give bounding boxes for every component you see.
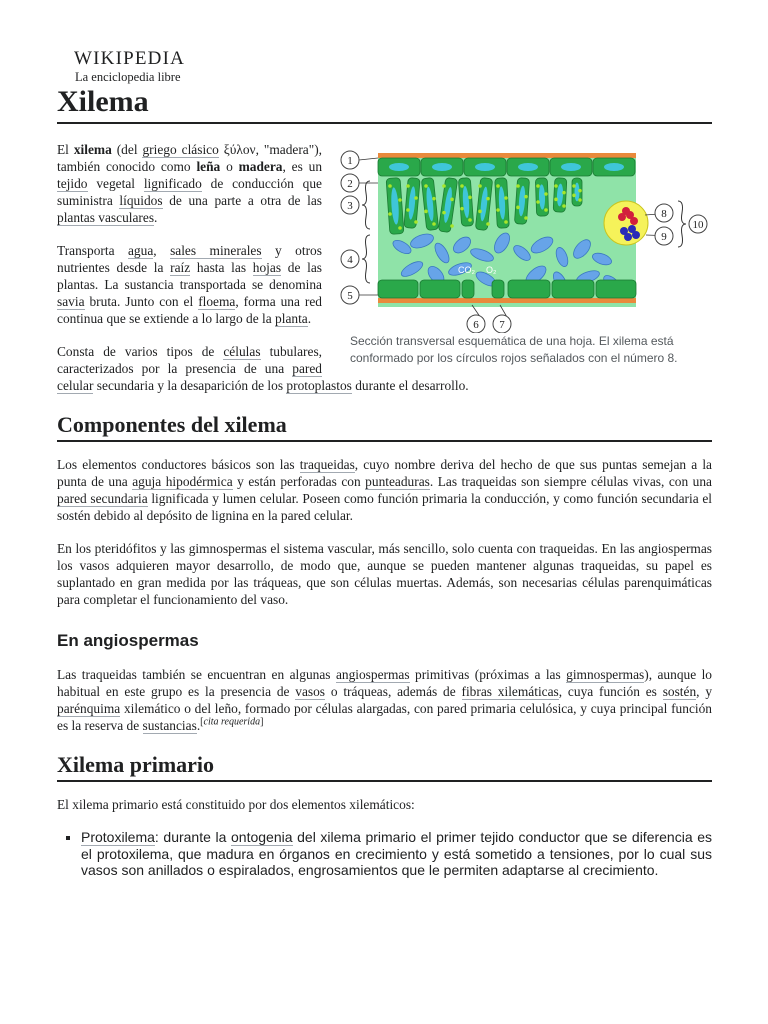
chloroplast — [442, 184, 446, 188]
chloroplast — [432, 222, 436, 226]
chloroplast — [504, 220, 508, 224]
chloroplast — [578, 198, 582, 202]
intro-paragraph-2: Transporta agua, sales minerales y otros nutrientes desde la raíz hasta las hojas de las plantas. La sustancia transportada se denomina savia bruta. Junto con el floema, forma una red continua que se extiende a lo largo de la planta. — [57, 243, 322, 326]
lower-epidermis-cell — [508, 280, 550, 298]
epidermis-vacuole — [604, 163, 624, 171]
link-tejido[interactable]: tejido — [57, 176, 88, 191]
chloroplast — [414, 220, 418, 224]
link-pared-secundaria[interactable]: pared secundaria — [57, 491, 148, 506]
link-plantas-vasculares[interactable]: plantas vasculares — [57, 210, 155, 225]
link-sales-minerales[interactable]: sales minerales — [170, 243, 262, 258]
chloroplast — [406, 208, 410, 212]
link-sustancias[interactable]: sustancias — [142, 718, 197, 733]
wikipedia-logo[interactable] — [74, 48, 204, 84]
chloroplast — [536, 200, 540, 204]
chloroplast — [398, 198, 402, 202]
chloroplast — [460, 184, 464, 188]
link-planta[interactable]: planta — [275, 311, 308, 326]
lower-cuticle — [378, 298, 636, 303]
phloem-cell — [624, 233, 632, 241]
link-ontogenia[interactable]: ontogenia — [231, 829, 293, 845]
epidermis-vacuole — [432, 163, 452, 171]
chloroplast — [554, 198, 558, 202]
chloroplast — [496, 208, 500, 212]
chloroplast — [424, 210, 428, 214]
chloroplast — [524, 216, 528, 220]
link-angiospermas[interactable]: angiospermas — [335, 667, 410, 682]
componentes-paragraph-1: Los elementos conductores básicos son las traqueidas, cuyo nombre deriva del hecho de que sus puntas semejan a la punta de una aguja hipodérmica y están perforadas con punteaduras. Las traqueidas son siempre células vivas, con una pared secundaria lignificada y lumen celular. Poseen como función primaria la conducción, y como función secundaria el sostén debido al depósito de lignina en la pared celular. — [57, 457, 712, 523]
xylem-vessel — [622, 207, 630, 215]
link-fibras-xilematicas[interactable]: fibras xilemáticas — [461, 684, 559, 699]
chloroplast — [442, 211, 446, 215]
chloroplast — [478, 210, 482, 214]
chloroplast — [572, 194, 576, 198]
citation-needed[interactable]: [cita requerida] — [200, 716, 264, 728]
chloroplast — [398, 226, 402, 230]
epidermis-vacuole — [561, 163, 581, 171]
chloroplast — [486, 222, 490, 226]
term-madera: madera — [238, 159, 283, 174]
link-gimnospermas[interactable]: gimnospermas — [566, 667, 645, 682]
chloroplast — [468, 196, 472, 200]
link-raiz[interactable]: raíz — [170, 260, 191, 275]
epidermis-vacuole — [475, 163, 495, 171]
logo-title: WIKIPEDIA — [74, 48, 186, 69]
chloroplast — [562, 191, 566, 195]
link-parenquima[interactable]: parénquima — [57, 701, 121, 716]
lower-epidermis-cell — [596, 280, 636, 298]
link-traqueidas[interactable]: traqueidas — [299, 457, 355, 472]
chloroplast — [424, 184, 428, 188]
label-number: 4 — [347, 254, 353, 266]
link-aguja-hipodermica[interactable]: aguja hipodérmica — [132, 474, 233, 489]
angiospermas-paragraph: Las traqueidas también se encuentran en algunas angiospermas primitivas (próximas a las gimnospermas), aunque lo habitual en este grupo es la presencia de vasos o tráqueas, además de fibras xilemáticas, cuya función es sostén, y parénquima xilemático o del leño, formado por células alargadas, con pared primaria celulósica, y cuya principal función es la reserva de sustancias.[cita requerida] — [57, 667, 713, 733]
chloroplast — [562, 204, 566, 208]
lower-epidermis-cell — [492, 280, 504, 298]
link-lignificado[interactable]: lignificado — [143, 176, 202, 191]
link-pared-celular[interactable]: pared celular — [57, 361, 322, 393]
leaf-cross-section-figure — [340, 141, 712, 367]
label-number: 10 — [692, 219, 704, 231]
chloroplast — [478, 184, 482, 188]
chloroplast — [544, 192, 548, 196]
brace-vascular — [678, 201, 686, 247]
lower-epidermis-cell — [552, 280, 594, 298]
chloroplast — [388, 184, 392, 188]
primario-paragraph: El xilema primario está constituido por dos elementos xilemáticos: — [57, 797, 415, 812]
chloroplast — [406, 184, 410, 188]
link-savia[interactable]: savia — [57, 294, 85, 309]
link-protoplastos[interactable]: protoplastos — [286, 378, 352, 393]
logo-subtitle: La enciclopedia libre — [75, 70, 181, 84]
label-number: 8 — [661, 208, 667, 220]
epidermis-vacuole — [518, 163, 538, 171]
chloroplast — [504, 196, 508, 200]
link-floema[interactable]: floema — [198, 294, 236, 309]
co2-label: CO₂ — [458, 265, 475, 275]
leaf-cross-section-diagram — [340, 141, 712, 333]
lower-epidermis-cell — [378, 280, 418, 298]
link-agua[interactable]: agua — [127, 243, 154, 258]
intro-paragraph-3: Consta de varios tipos de células tubulares, caracterizados por la presencia de una pared celular secundaria y la desaparición de los protoplastos durante el desarrollo. — [57, 344, 469, 393]
chloroplast — [460, 207, 464, 211]
phloem-cell — [632, 231, 640, 239]
brace-spongy — [362, 235, 370, 283]
link-punteaduras[interactable]: punteaduras — [365, 474, 430, 489]
label-number: 1 — [347, 155, 353, 167]
link-sosten[interactable]: sostén — [662, 684, 697, 699]
label-number: 6 — [473, 319, 479, 331]
intro-paragraph-1: El xilema (del griego clásico ξύλον, "madera"), también conocido como leña o madera, es un tejido vegetal lignificado de conducción que suministra líquidos de una parte a otra de las plantas vasculares. — [57, 142, 323, 225]
label-leader-line — [359, 158, 378, 160]
epidermis-vacuole — [389, 163, 409, 171]
section-heading-componentes: Componentes del xilema — [57, 410, 712, 442]
chloroplast — [572, 184, 576, 188]
label-number: 5 — [347, 290, 353, 302]
chloroplast — [524, 195, 528, 199]
chloroplast — [432, 197, 436, 201]
primario-list — [57, 829, 712, 879]
figure-caption: Sección transversal esquemática de una hoja. El xilema está conformado por los círculos rojos señalados con el número 8. — [350, 334, 678, 365]
chloroplast — [468, 218, 472, 222]
label-number: 2 — [347, 178, 353, 190]
upper-cuticle — [378, 153, 636, 158]
article-content — [57, 141, 712, 879]
lower-epidermis-cell — [420, 280, 460, 298]
term-xilema: xilema — [73, 142, 112, 157]
page-title: Xilema — [57, 82, 712, 124]
list-item: ▪ Protoxilema: durante la ontogenia del xilema primario el primer tejido conductor que se diferencia es el protoxilema, que madura en órganos en crecimiento y está sometido a tensiones, por lo cual sus vasos son anillados o espiralados, engrosamientos que le permiten adaptarse al crecimiento. — [81, 829, 712, 879]
chloroplast — [544, 208, 548, 212]
xylem-vessel — [630, 217, 638, 225]
chloroplast — [516, 184, 520, 188]
section-heading-xilema-primario: Xilema primario — [57, 750, 712, 782]
componentes-paragraph-2: En los pteridófitos y las gimnospermas el sistema vascular, más sencillo, solo cuenta con traqueidas. En las angiospermas los vasos adquieren mayor desarrollo, de modo que, aunque se pueden mantener algunas traqueidas, su papel es suplantado en gran medida por las tráqueas, que son células muertas. Además, son necesarias células parenquimáticas para completar el funcionamiento del vaso. — [57, 541, 712, 607]
o2-label: O₂ — [486, 265, 497, 275]
chloroplast — [486, 197, 490, 201]
label-number: 3 — [347, 200, 353, 212]
chloroplast — [554, 184, 558, 188]
chloroplast — [450, 224, 454, 228]
chloroplast — [536, 184, 540, 188]
chloroplast — [578, 189, 582, 193]
link-liquidos[interactable]: líquidos — [119, 193, 163, 208]
label-number: 7 — [499, 319, 505, 331]
label-number: 9 — [661, 231, 667, 243]
lower-epidermis-cell — [462, 280, 474, 298]
link-griego-clasico[interactable]: griego clásico — [142, 142, 219, 157]
link-hojas[interactable]: hojas — [252, 260, 282, 275]
brace-palisade — [362, 181, 370, 229]
chloroplast — [450, 198, 454, 202]
link-vasos[interactable]: vasos — [295, 684, 326, 699]
subsection-heading-angiospermas: En angiospermas — [57, 631, 199, 650]
chloroplast — [516, 206, 520, 210]
chloroplast — [496, 184, 500, 188]
link-protoxilema[interactable]: Protoxilema — [81, 829, 155, 845]
chloroplast — [414, 196, 418, 200]
link-celulas[interactable]: células — [223, 344, 261, 359]
chloroplast — [388, 212, 392, 216]
term-lena: leña — [196, 159, 221, 174]
